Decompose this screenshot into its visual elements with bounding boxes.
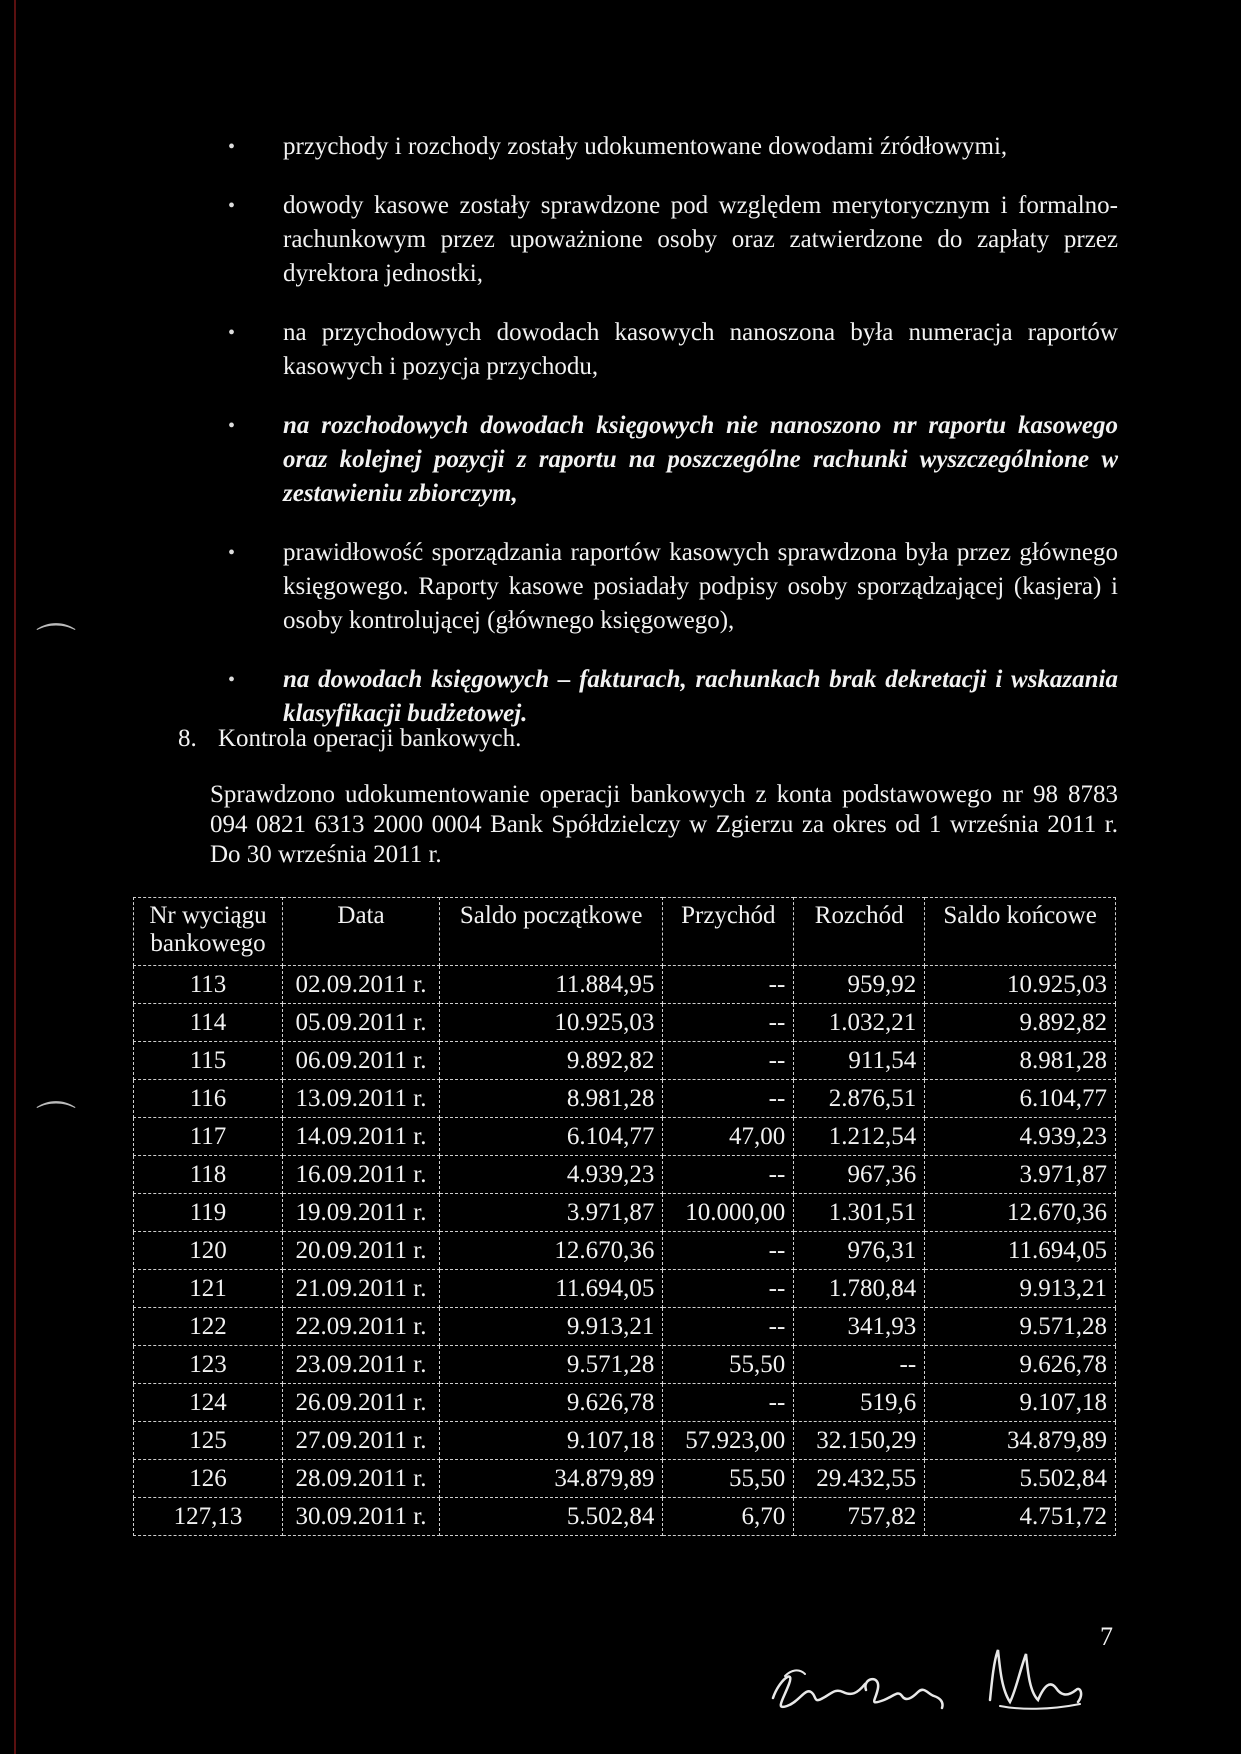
cell-opening-balance: 4.939,23 [440, 1156, 663, 1194]
cell-date: 02.09.2011 r. [283, 966, 440, 1004]
table-header-row [134, 898, 1116, 966]
cell-closing-balance: 12.670,36 [925, 1194, 1116, 1232]
cell-closing-balance: 8.981,28 [925, 1042, 1116, 1080]
bullet-text: przychody i rozchody zostały udokumentowane dowodami źródłowymi, [283, 133, 1008, 160]
punch-hole-mark-top: ⌒ [36, 621, 76, 667]
cell-closing-balance: 9.107,18 [925, 1384, 1116, 1422]
cell-statement-number: 118 [134, 1156, 283, 1194]
table-row [134, 1346, 1116, 1384]
table-row [134, 1004, 1116, 1042]
header-expense: Rozchód [794, 898, 925, 966]
header-opening-balance: Saldo początkowe [440, 898, 663, 966]
table-row [134, 1422, 1116, 1460]
cell-expense: 959,92 [794, 966, 925, 1004]
bullet-text: dowody kasowe zostały sprawdzone pod względem merytorycznym i formalno-rachunkowym przez upoważnione osoby oraz zatwierdzone do zapłaty przez dyrektora jednostki, [283, 192, 1118, 287]
page-edge-line [14, 0, 16, 1754]
cell-date: 27.09.2011 r. [283, 1422, 440, 1460]
table-row [134, 1498, 1116, 1536]
page-number: 7 [1100, 1622, 1113, 1651]
cell-date: 19.09.2011 r. [283, 1194, 440, 1232]
cell-expense: 29.432,55 [794, 1460, 925, 1498]
bullet-text: prawidłowość sporządzania raportów kasowych sprawdzona była przez głównego księgowego. Raporty kasowe posiadały podpisy osoby sporządzającej (kasjera) i osoby kontrolującej (głównego księgowego), [283, 539, 1118, 634]
cell-income: -- [663, 1004, 794, 1042]
cell-income: 6,70 [663, 1498, 794, 1536]
cell-closing-balance: 34.879,89 [925, 1422, 1116, 1460]
cell-expense: 1.780,84 [794, 1270, 925, 1308]
cell-expense: 2.876,51 [794, 1080, 925, 1118]
table-row [134, 1156, 1116, 1194]
cell-closing-balance: 11.694,05 [925, 1232, 1116, 1270]
table-row [134, 1308, 1116, 1346]
bullet-dot-icon: • [228, 195, 236, 217]
cell-date: 16.09.2011 r. [283, 1156, 440, 1194]
table-row [134, 1232, 1116, 1270]
cell-statement-number: 117 [134, 1118, 283, 1156]
cell-expense: 519,6 [794, 1384, 925, 1422]
bullet-dot-icon: • [228, 415, 236, 437]
bullet-item-highlight [228, 663, 1118, 731]
cell-expense: -- [794, 1346, 925, 1384]
cell-statement-number: 127,13 [134, 1498, 283, 1536]
cell-expense: 967,36 [794, 1156, 925, 1194]
section-heading [178, 722, 521, 756]
cell-income: -- [663, 1270, 794, 1308]
bullet-item [228, 189, 1118, 291]
cell-expense: 1.032,21 [794, 1004, 925, 1042]
cell-date: 05.09.2011 r. [283, 1004, 440, 1042]
cell-expense: 911,54 [794, 1042, 925, 1080]
cell-statement-number: 126 [134, 1460, 283, 1498]
bullet-item [228, 316, 1118, 384]
cell-closing-balance: 6.104,77 [925, 1080, 1116, 1118]
bullet-text: na przychodowych dowodach kasowych nanoszona była numeracja raportów kasowych i pozycja przychodu, [283, 319, 1118, 380]
bullet-dot-icon: • [228, 136, 236, 158]
cell-income: -- [663, 1384, 794, 1422]
cell-income: 55,50 [663, 1460, 794, 1498]
cell-opening-balance: 11.694,05 [440, 1270, 663, 1308]
cell-date: 21.09.2011 r. [283, 1270, 440, 1308]
table-row [134, 1270, 1116, 1308]
cell-opening-balance: 9.626,78 [440, 1384, 663, 1422]
bullet-list [228, 130, 1118, 756]
cell-closing-balance: 3.971,87 [925, 1156, 1116, 1194]
cell-income: 55,50 [663, 1346, 794, 1384]
bullet-dot-icon: • [228, 542, 236, 564]
cell-closing-balance: 9.892,82 [925, 1004, 1116, 1042]
cell-opening-balance: 34.879,89 [440, 1460, 663, 1498]
cell-opening-balance: 9.913,21 [440, 1308, 663, 1346]
cell-expense: 1.301,51 [794, 1194, 925, 1232]
cell-income: -- [663, 1080, 794, 1118]
cell-date: 28.09.2011 r. [283, 1460, 440, 1498]
punch-hole-mark-bottom: ⌒ [36, 1099, 76, 1145]
cell-date: 06.09.2011 r. [283, 1042, 440, 1080]
table-row [134, 1194, 1116, 1232]
cell-closing-balance: 9.626,78 [925, 1346, 1116, 1384]
signature-initials-2 [858, 1660, 948, 1720]
header-date: Data [283, 898, 440, 966]
cell-date: 23.09.2011 r. [283, 1346, 440, 1384]
cell-income: 47,00 [663, 1118, 794, 1156]
cell-statement-number: 120 [134, 1232, 283, 1270]
table-row [134, 966, 1116, 1004]
cell-date: 26.09.2011 r. [283, 1384, 440, 1422]
cell-income: -- [663, 1308, 794, 1346]
cell-closing-balance: 4.751,72 [925, 1498, 1116, 1536]
cell-opening-balance: 3.971,87 [440, 1194, 663, 1232]
cell-opening-balance: 11.884,95 [440, 966, 663, 1004]
cell-opening-balance: 9.107,18 [440, 1422, 663, 1460]
cell-expense: 976,31 [794, 1232, 925, 1270]
cell-income: -- [663, 966, 794, 1004]
cell-opening-balance: 12.670,36 [440, 1232, 663, 1270]
cell-income: 57.923,00 [663, 1422, 794, 1460]
table-row [134, 1460, 1116, 1498]
cell-opening-balance: 5.502,84 [440, 1498, 663, 1536]
table-row [134, 1080, 1116, 1118]
cell-closing-balance: 4.939,23 [925, 1118, 1116, 1156]
cell-income: -- [663, 1156, 794, 1194]
cell-expense: 1.212,54 [794, 1118, 925, 1156]
cell-income: -- [663, 1232, 794, 1270]
cell-expense: 757,82 [794, 1498, 925, 1536]
cell-closing-balance: 9.571,28 [925, 1308, 1116, 1346]
cell-statement-number: 123 [134, 1346, 283, 1384]
cell-statement-number: 125 [134, 1422, 283, 1460]
bullet-item [228, 536, 1118, 638]
cell-statement-number: 114 [134, 1004, 283, 1042]
cell-statement-number: 115 [134, 1042, 283, 1080]
bullet-text: na dowodach księgowych – fakturach, rachunkach brak dekretacji i wskazania klasyfikacji budżetowej. [283, 666, 1118, 727]
cell-opening-balance: 9.892,82 [440, 1042, 663, 1080]
cell-statement-number: 124 [134, 1384, 283, 1422]
bank-account-paragraph: Sprawdzono udokumentowanie operacji bankowych z konta podstawowego nr 98 8783 094 0821 6313 2000 0004 Bank Spółdzielczy w Zgierzu za okres od 1 września 2011 r. Do 30 września 2011 r. [210, 781, 1118, 868]
cell-income: 10.000,00 [663, 1194, 794, 1232]
cell-closing-balance: 5.502,84 [925, 1460, 1116, 1498]
bullet-dot-icon: • [228, 669, 236, 691]
bank-statements-table [133, 897, 1116, 1536]
cell-statement-number: 119 [134, 1194, 283, 1232]
table-row [134, 1118, 1116, 1156]
cell-date: 20.09.2011 r. [283, 1232, 440, 1270]
cell-statement-number: 113 [134, 966, 283, 1004]
cell-income: -- [663, 1042, 794, 1080]
cell-opening-balance: 10.925,03 [440, 1004, 663, 1042]
cell-date: 30.09.2011 r. [283, 1498, 440, 1536]
cell-closing-balance: 9.913,21 [925, 1270, 1116, 1308]
cell-date: 14.09.2011 r. [283, 1118, 440, 1156]
cell-opening-balance: 9.571,28 [440, 1346, 663, 1384]
cell-expense: 32.150,29 [794, 1422, 925, 1460]
header-income: Przychód [663, 898, 794, 966]
header-closing-balance: Saldo końcowe [925, 898, 1116, 966]
cell-statement-number: 122 [134, 1308, 283, 1346]
table-row [134, 1384, 1116, 1422]
cell-date: 13.09.2011 r. [283, 1080, 440, 1118]
cell-statement-number: 121 [134, 1270, 283, 1308]
cell-closing-balance: 10.925,03 [925, 966, 1116, 1004]
section-title: Kontrola operacji bankowych. [218, 725, 522, 752]
signature-initials-3 [980, 1640, 1090, 1720]
bullet-text: na rozchodowych dowodach księgowych nie nanoszono nr raportu kasowego oraz kolejnej pozycji z raportu na poszczególne rachunki wyszczególnione w zestawieniu zbiorczym, [283, 412, 1118, 507]
table-row [134, 1042, 1116, 1080]
section-number: 8. [178, 725, 197, 752]
cell-statement-number: 116 [134, 1080, 283, 1118]
bullet-dot-icon: • [228, 322, 236, 344]
cell-opening-balance: 8.981,28 [440, 1080, 663, 1118]
cell-opening-balance: 6.104,77 [440, 1118, 663, 1156]
bullet-item [228, 130, 1118, 164]
header-statement-number: Nr wyciągu bankowego [134, 898, 283, 966]
bullet-item-highlight [228, 409, 1118, 511]
cell-expense: 341,93 [794, 1308, 925, 1346]
cell-date: 22.09.2011 r. [283, 1308, 440, 1346]
